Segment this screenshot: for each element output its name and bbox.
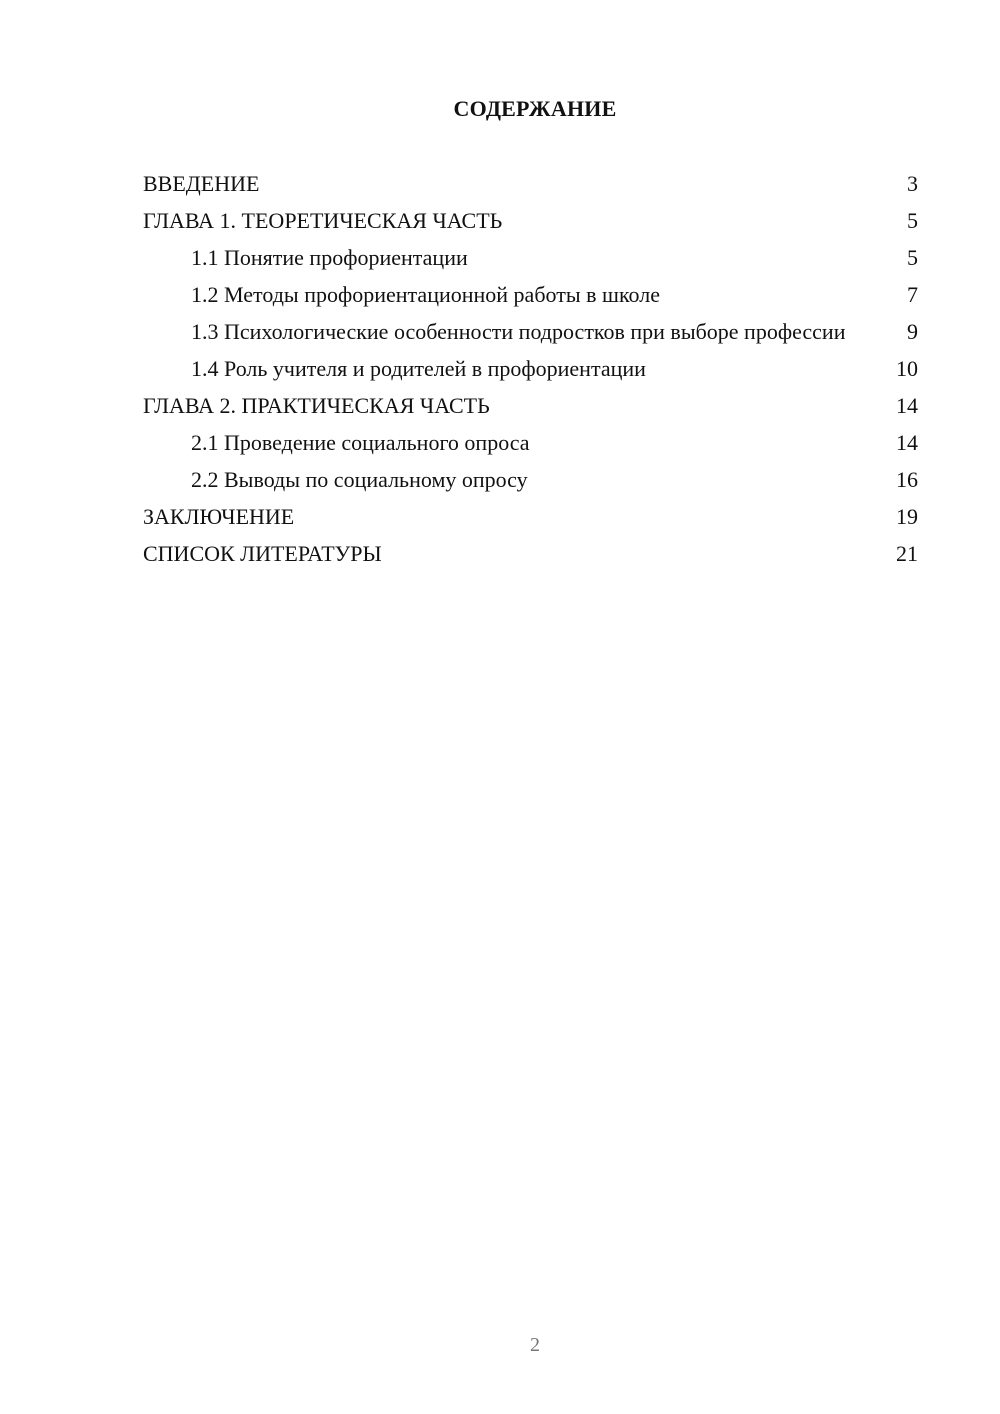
toc-entry-chapter-2 (143, 392, 918, 419)
toc-entry-conclusion (143, 503, 918, 530)
toc-entry-section-2-1 (143, 429, 918, 456)
toc-entry-text: ВВЕДЕНИЕ (143, 171, 260, 196)
toc-entry-text: 1.1 Понятие профориентации (191, 245, 468, 270)
page-number: 2 (530, 1334, 540, 1356)
toc-entry-text: СПИСОК ЛИТЕРАТУРЫ (143, 541, 382, 566)
toc-entry-text: 2.1 Проведение социального опроса (191, 430, 530, 455)
toc-entry-chapter-1 (143, 207, 918, 234)
toc-entry-page: 14 (896, 430, 918, 455)
toc-entry-introduction (143, 170, 918, 197)
toc-entry-text: 1.2 Методы профориентационной работы в школе (191, 282, 660, 307)
toc-entry-text: ГЛАВА 2. ПРАКТИЧЕСКАЯ ЧАСТЬ (143, 393, 490, 418)
toc-entry-page: 10 (896, 356, 918, 381)
toc-entry-section-1-3 (143, 318, 918, 345)
toc-entry-page: 5 (907, 245, 918, 270)
toc-entry-page: 9 (907, 319, 918, 344)
toc-entry-section-1-1 (143, 244, 918, 271)
toc-entry-text: 1.4 Роль учителя и родителей в профориентации (191, 356, 646, 381)
toc-entry-section-2-2 (143, 466, 918, 493)
toc-entry-page: 16 (896, 467, 918, 492)
toc-entry-section-1-4 (143, 355, 918, 382)
toc-entry-page: 14 (896, 393, 918, 418)
toc-entry-page: 7 (907, 282, 918, 307)
toc-entry-text: ЗАКЛЮЧЕНИЕ (143, 504, 295, 529)
table-of-contents (143, 170, 918, 577)
toc-entry-text: 2.2 Выводы по социальному опросу (191, 467, 528, 492)
toc-entry-references (143, 540, 918, 567)
toc-entry-text: 1.3 Психологические особенности подростков при выборе профессии (191, 319, 846, 344)
toc-entry-text: ГЛАВА 1. ТЕОРЕТИЧЕСКАЯ ЧАСТЬ (143, 208, 503, 233)
page-title: СОДЕРЖАНИЕ (453, 96, 617, 121)
toc-entry-page: 5 (907, 208, 918, 233)
toc-entry-page: 19 (896, 504, 918, 529)
toc-entry-page: 3 (907, 171, 918, 196)
toc-entry-page: 21 (896, 541, 918, 566)
toc-entry-section-1-2 (143, 281, 918, 308)
